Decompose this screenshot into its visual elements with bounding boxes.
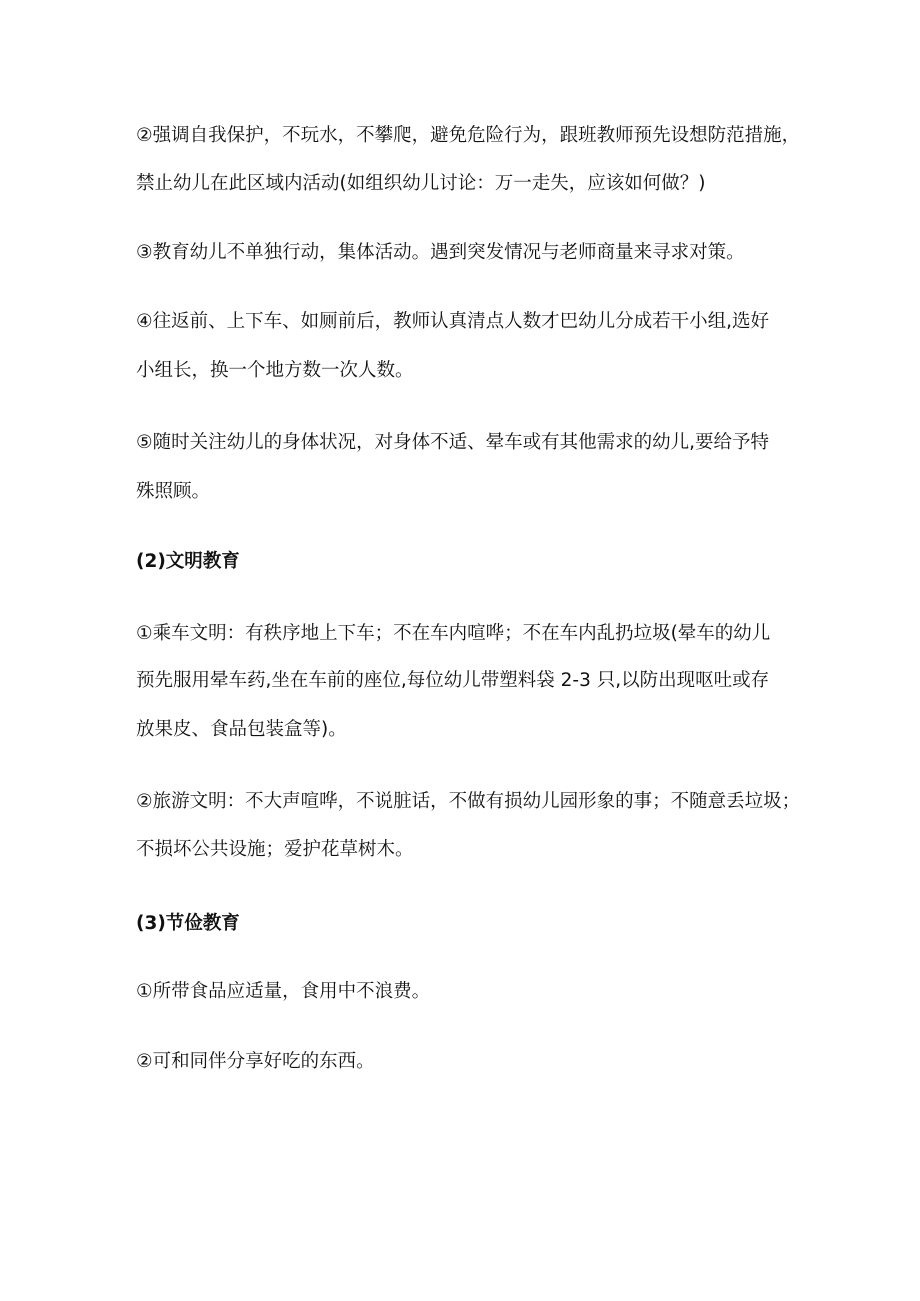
- text-line: ①所带食品应适量，食用中不浪费。: [136, 981, 431, 1002]
- text-line: 殊照顾。: [136, 481, 211, 502]
- text-line: 禁止幼儿在此区域内活动(如组织幼儿讨论：万一走失，应该如何做？): [136, 173, 706, 194]
- text-line: 放果皮、食品包装盒等)。: [136, 719, 347, 740]
- text-line: ②可和同伴分享好吃的东西。: [136, 1051, 375, 1072]
- text-line: ①乘车文明：有秩序地上下车；不在车内喧哗；不在车内乱扔垃圾(晕车的幼儿: [136, 623, 771, 644]
- text-line: ②强调自我保护，不玩水，不攀爬，避免危险行为，跟班教师预先设想防范措施，: [136, 125, 801, 146]
- section-heading: (3)节俭教育: [136, 913, 240, 934]
- text-line: ⑤随时关注幼儿的身体状况，对身体不适、晕车或有其他需求的幼儿,要给予特: [136, 432, 769, 453]
- text-line: 小组长，换一个地方数一次人数。: [136, 360, 414, 381]
- text-line: 预先服用晕车药,坐在车前的座位,每位幼儿带塑料袋 2-3 只,以防出现呕吐或存: [136, 670, 770, 691]
- text-line: 不损坏公共设施；爱护花草树木。: [136, 839, 414, 860]
- text-line: ③教育幼儿不单独行动，集体活动。遇到突发情况与老师商量来寻求对策。: [136, 242, 745, 263]
- section-heading: (2)文明教育: [136, 551, 240, 572]
- text-line: ④往返前、上下车、如厕前后，教师认真清点人数才巴幼儿分成若干小组,选好: [136, 311, 769, 332]
- text-line: ②旅游文明：不大声喧哗，不说脏话，不做有损幼儿园形象的事；不随意丢垃圾；: [136, 791, 801, 812]
